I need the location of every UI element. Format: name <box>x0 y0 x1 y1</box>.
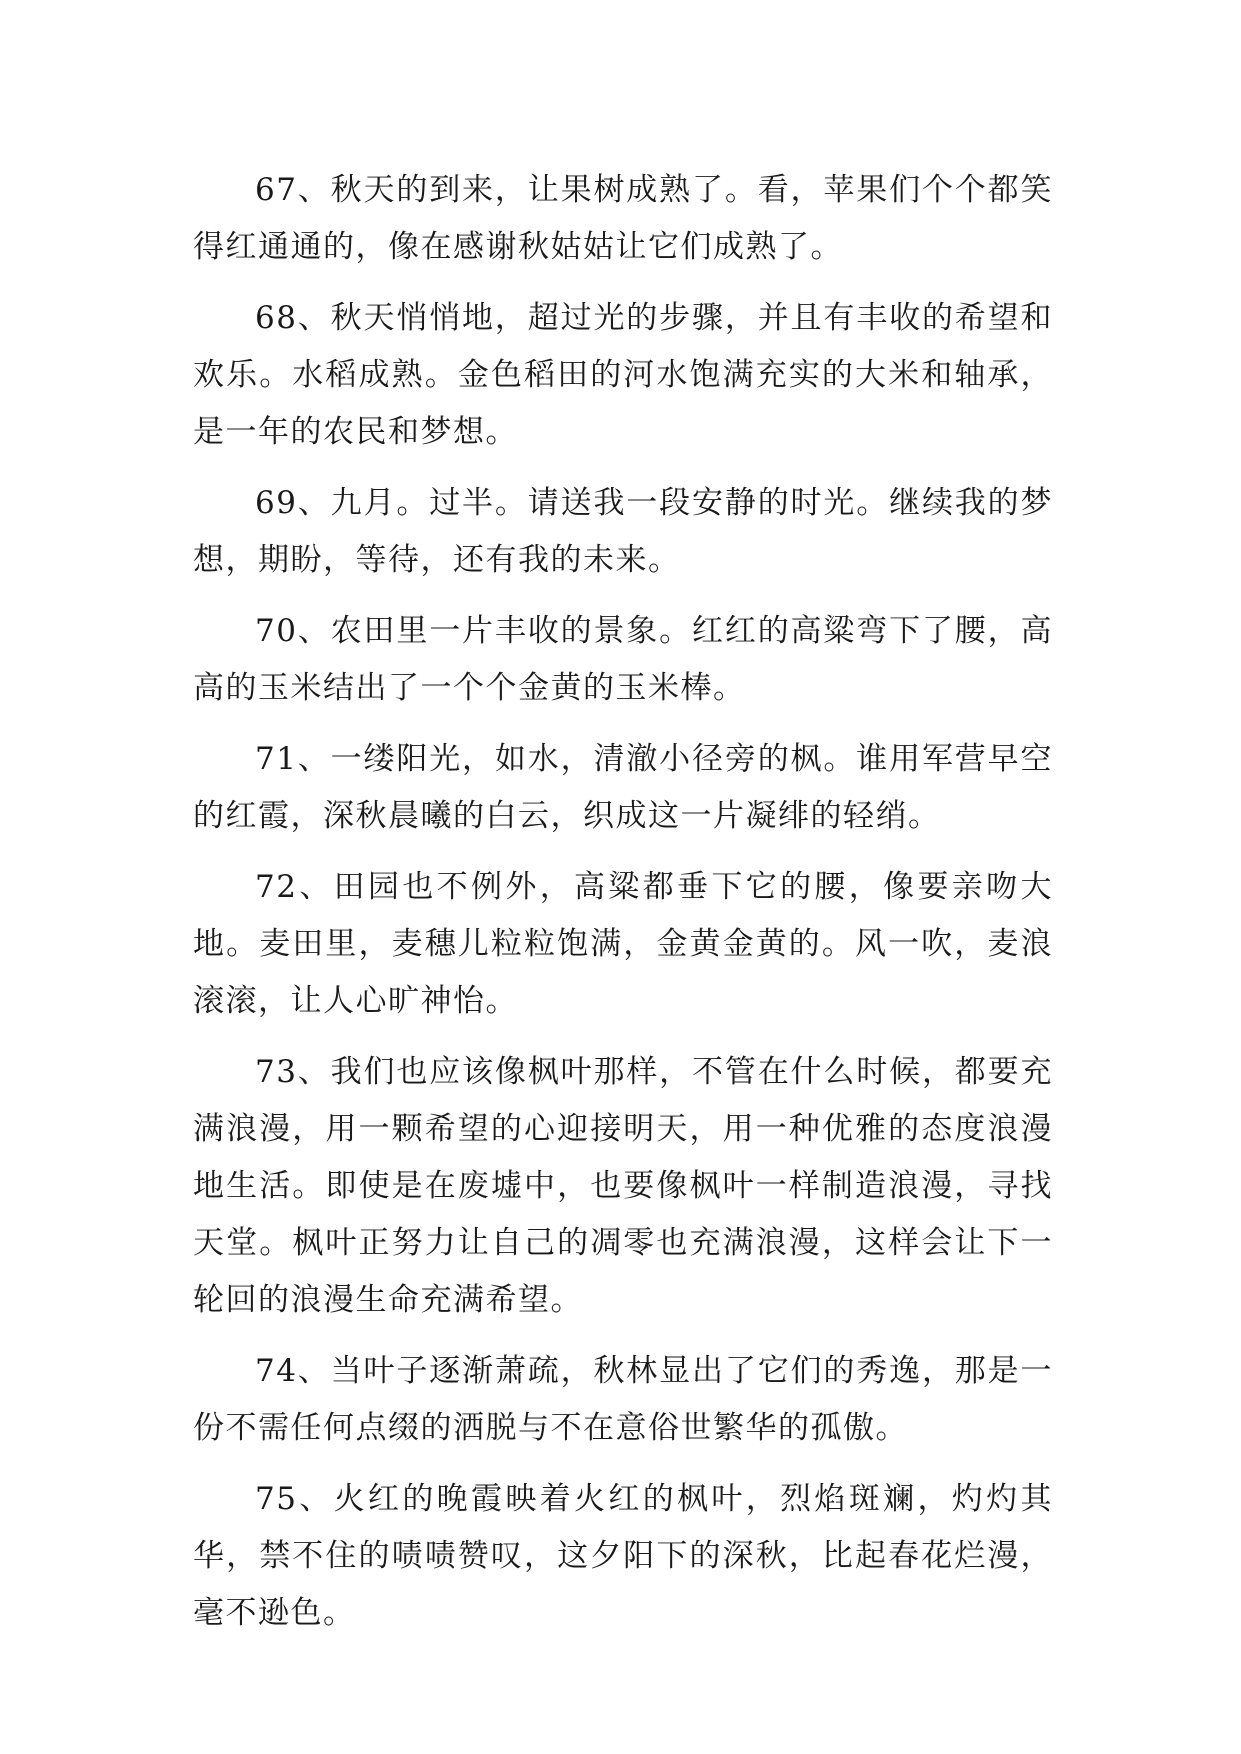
paragraph-70: 70、农田里一片丰收的景象。红红的高粱弯下了腰，高高的玉米结出了一个个金黄的玉米棒。 <box>193 613 1053 706</box>
paragraph-72: 72、田园也不例外，高粱都垂下它的腰，像要亲吻大地。麦田里，麦穗儿粒粒饱满，金黄金黄的。风一吹，麦浪滚滚，让人心旷神怡。 <box>193 869 1053 1019</box>
paragraph-71: 71、一缕阳光，如水，清澈小径旁的枫。谁用军营早空的红霞，深秋晨曦的白云，织成这一片凝绯的轻绡。 <box>193 741 1053 834</box>
paragraph-73: 73、我们也应该像枫叶那样，不管在什么时候，都要充满浪漫，用一颗希望的心迎接明天，用一种优雅的态度浪漫地生活。即使是在废墟中，也要像枫叶一样制造浪漫，寻找天堂。枫叶正努力让自己的凋零也充满浪漫，这样会让下一轮回的浪漫生命充满希望。 <box>193 1054 1053 1318</box>
paragraph-75: 75、火红的晚霞映着火红的枫叶，烈焰斑斓，灼灼其华，禁不住的啧啧赞叹，这夕阳下的深秋，比起春花烂漫，毫不逊色。 <box>193 1481 1053 1631</box>
paragraph-68: 68、秋天悄悄地，超过光的步骤，并且有丰收的希望和欢乐。水稻成熟。金色稻田的河水饱满充实的大米和轴承，是一年的农民和梦想。 <box>193 300 1053 450</box>
paragraph-69: 69、九月。过半。请送我一段安静的时光。继续我的梦想，期盼，等待，还有我的未来。 <box>193 485 1053 578</box>
paragraph-67: 67、秋天的到来，让果树成熟了。看，苹果们个个都笑得红通通的，像在感谢秋姑姑让它们成熟了。 <box>193 172 1053 265</box>
paragraph-74: 74、当叶子逐渐萧疏，秋林显出了它们的秀逸，那是一份不需任何点缀的洒脱与不在意俗世繁华的孤傲。 <box>193 1353 1053 1446</box>
document-body <box>193 162 1053 1656</box>
